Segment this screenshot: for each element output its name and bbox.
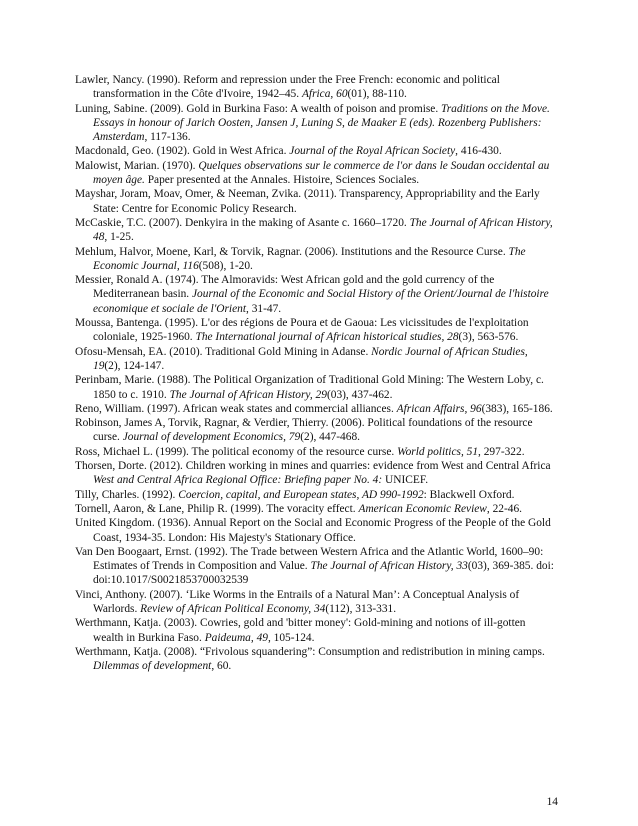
page-number: 14	[546, 796, 558, 808]
reference-italic-text: Coercion, capital, and European states, AD 990-1992	[178, 488, 424, 501]
reference-entry	[75, 316, 557, 345]
reference-text: , 22-46.	[486, 502, 523, 515]
reference-text: , 117-136.	[144, 131, 191, 144]
reference-entry	[75, 187, 557, 216]
reference-text: Van Den Boogaart, Ernst. (1992). The Trade between Western Africa and the Atlantic World, 1600–90: Estimates of Trends in Composition and Value.	[75, 545, 544, 573]
reference-text: Ross, Michael L. (1999). The political economy of the resource curse.	[75, 445, 398, 458]
reference-text: Perinbam, Marie. (1988). The Political Organization of Traditional Gold Mining: The Western Loby, c. 1850 to c. 1910.	[75, 374, 544, 401]
reference-text: Lawler, Nancy. (1990). Reform and repression under the Free French: economic and political transformation in the Côte d'Ivoire, 1942–45.	[75, 74, 500, 101]
reference-text: , 416-430.	[455, 145, 502, 158]
reference-italic-text: Review of African Political Economy, 34	[140, 602, 326, 615]
reference-entry	[75, 273, 557, 316]
reference-text: (2), 447-468.	[300, 431, 360, 444]
reference-text: (508), 1-20.	[198, 259, 253, 272]
reference-italic-text: The Economic Journal, 116	[93, 245, 526, 272]
reference-text: Mayshar, Joram, Moav, Omer, & Neeman, Zvika. (2011). Transparency, Appropriability and the Early State: Centre for Economic Policy Research.	[75, 188, 540, 215]
reference-text: Moussa, Bantenga. (1995). L'or des régions de Poura et de Gaoua: Les vicissitudes de l'exploitation coloniale, 1925-1960.	[75, 317, 529, 344]
reference-entry	[75, 545, 557, 588]
reference-text: Thorsen, Dorte. (2012). Children working in mines and quarries: evidence from West and Central Africa	[75, 460, 551, 473]
reference-text: Werthmann, Katja. (2008). “Frivolous squandering”: Consumption and redistribution in mining camps.	[75, 645, 545, 658]
reference-text: (03), 437-462.	[326, 388, 393, 401]
reference-entry	[75, 488, 557, 502]
reference-italic-text: American Economic Review	[358, 502, 487, 515]
reference-italic-text: Paideuma, 49	[204, 631, 268, 644]
reference-italic-text: Journal of the Economic and Social History of the Orient/Journal de l'histoire economique et sociale de l'Orient	[93, 288, 549, 315]
reference-entry	[75, 245, 557, 274]
reference-text: United Kingdom. (1936). Annual Report on the Social and Economic Progress of the People of the Gold Coast, 1934-35. London: His Majesty's Stationary Office.	[75, 517, 551, 544]
reference-italic-text: The Journal of African History, 48	[93, 216, 553, 244]
reference-text: , 105-124.	[267, 631, 315, 644]
reference-italic-text: Africa, 60	[301, 88, 348, 101]
reference-text: Malowist, Marian. (1970).	[75, 159, 199, 172]
reference-text: McCaskie, T.C. (2007). Denkyira in the making of Asante c. 1660–1720.	[75, 216, 410, 229]
reference-italic-text: Nordic Journal of African Studies, 19	[93, 345, 528, 372]
reference-text: Tilly, Charles. (1992).	[75, 488, 179, 501]
reference-text: (2), 124-147.	[104, 359, 165, 372]
reference-italic-text: Dilemmas of development	[93, 660, 212, 673]
reference-entry	[75, 144, 557, 158]
reference-entry	[75, 502, 557, 516]
reference-italic-text: The Journal of African History, 33	[310, 560, 468, 573]
reference-text: Luning, Sabine. (2009). Gold in Burkina Faso: A wealth of poison and promise.	[75, 102, 442, 115]
reference-entry	[75, 345, 557, 374]
reference-italic-text: Journal of the Royal African Society	[289, 145, 456, 158]
reference-entry	[75, 159, 557, 188]
reference-italic-text: African Affairs, 96	[396, 402, 482, 415]
reference-text: UNICEF.	[382, 474, 429, 487]
reference-text: Vinci, Anthony. (2007). ‘Like Worms in the Entrails of a Natural Man’: A Conceptual Analysis of Warlords.	[75, 588, 520, 615]
reference-text: Messier, Ronald A. (1974). The Almoravids: West African gold and the gold currency of the Mediterranean basin.	[75, 274, 495, 301]
reference-entry	[75, 459, 557, 488]
reference-text: , 1-25.	[104, 231, 134, 244]
reference-text: Paper presented at the Annales. Histoire, Sciences Sociales.	[144, 174, 420, 187]
reference-text: , 31-47.	[246, 302, 282, 315]
reference-text: (01), 88-110.	[347, 88, 407, 101]
reference-italic-text: World politics, 51	[397, 445, 479, 458]
reference-text: Tornell, Aaron, & Lane, Philip R. (1999). The voracity effect.	[75, 502, 359, 515]
reference-entry	[75, 645, 557, 674]
reference-text: Macdonald, Geo. (1902). Gold in West Africa.	[75, 145, 290, 158]
reference-entry	[75, 102, 557, 145]
reference-entry	[75, 445, 557, 459]
reference-text: , 60.	[211, 660, 232, 673]
reference-text: Werthmann, Katja. (2003). Cowries, gold and 'bitter money': Gold-mining and notions of ill-gotten wealth in Burkina Faso.	[75, 617, 526, 644]
reference-entry	[75, 73, 557, 102]
reference-list	[75, 73, 557, 673]
reference-italic-text: The International journal of African historical studies, 28	[195, 331, 459, 344]
reference-text: Mehlum, Halvor, Moene, Karl, & Torvik, Ragnar. (2006). Institutions and the Resource Curse.	[75, 245, 509, 258]
reference-text: (383), 165-186.	[481, 402, 553, 415]
reference-entry	[75, 373, 557, 402]
reference-entry	[75, 516, 557, 545]
reference-entry	[75, 416, 557, 445]
reference-italic-text: West and Central Africa Regional Office: Briefing paper No. 4:	[93, 474, 383, 487]
reference-text: Reno, William. (1997). African weak states and commercial alliances.	[75, 402, 397, 415]
reference-text: (112), 313-331.	[325, 602, 397, 615]
reference-italic-text: The Journal of African History, 29	[169, 388, 327, 401]
reference-italic-text: Traditions on the Move. Essays in honour of Jarich Oosten, Jansen J, Luning S, de Maaker E (eds). Rozenberg Publishers: Amsterdam	[93, 102, 550, 144]
reference-text: Robinson, James A, Torvik, Ragnar, & Verdier, Thierry. (2006). Political foundations of the resource curse.	[75, 417, 533, 444]
reference-text: (3), 563-576.	[458, 331, 519, 344]
reference-text: (03), 369-385. doi: doi:10.1017/S0021853700032539	[93, 560, 554, 587]
reference-text: , 297-322.	[478, 445, 525, 458]
reference-entry	[75, 616, 557, 645]
reference-entry	[75, 588, 557, 617]
reference-entry	[75, 216, 557, 245]
reference-text: : Blackwell Oxford.	[423, 488, 515, 501]
reference-entry	[75, 402, 557, 416]
reference-text: Ofosu-Mensah, EA. (2010). Traditional Gold Mining in Adanse.	[75, 345, 372, 358]
reference-italic-text: Quelques observations sur le commerce de l'or dans le Soudan occidental au moyen âge.	[93, 159, 550, 187]
reference-italic-text: Journal of development Economics, 79	[122, 431, 301, 444]
